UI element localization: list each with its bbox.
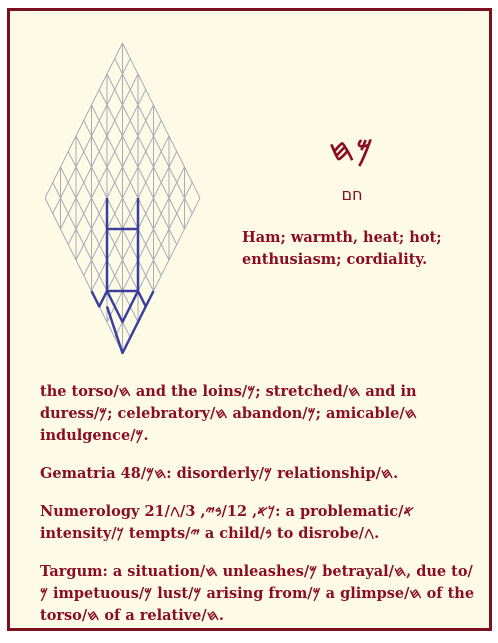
paragraph-numerology: Numerology 21/𐤊𐤀, 12/𐤁𐤉, 3/𐤂: a problematic/𐤀 intensity/𐤊 tempts/𐤉 a child/𐤁 to disrobe/𐤂.: [40, 503, 415, 542]
paleo-letter-glyph: 𐤌𐤇: [329, 133, 375, 168]
letter-grid-diagram: [45, 41, 215, 361]
paragraph-gematria: Gematria 48/𐤇𐤌: disorderly/𐤌 relationship/𐤇.: [40, 465, 399, 482]
lattice-grid: [45, 43, 200, 353]
letter-card: [7, 8, 492, 631]
commentary: [40, 381, 480, 643]
hebrew-word: חם: [341, 185, 363, 204]
paragraph-targum: Targum: a situation/𐤇 unleashes/𐤌 betrayal/𐤇, due to/𐤌 impetuous/𐤌 lust/𐤌 arising from/𐤌 a glimpse/𐤇 of the torso/𐤇 of a relative/𐤇.: [40, 563, 475, 624]
word-definition: Ham; warmth, heat; hot; enthusiasm; cordiality.: [242, 229, 442, 268]
paragraph-meaning: the torso/𐤇 and the loins/𐤌; stretched/𐤇 and in duress/𐤌; celebratory/𐤇 abandon/𐤌; amicable/𐤇 indulgence/𐤌.: [40, 383, 417, 444]
